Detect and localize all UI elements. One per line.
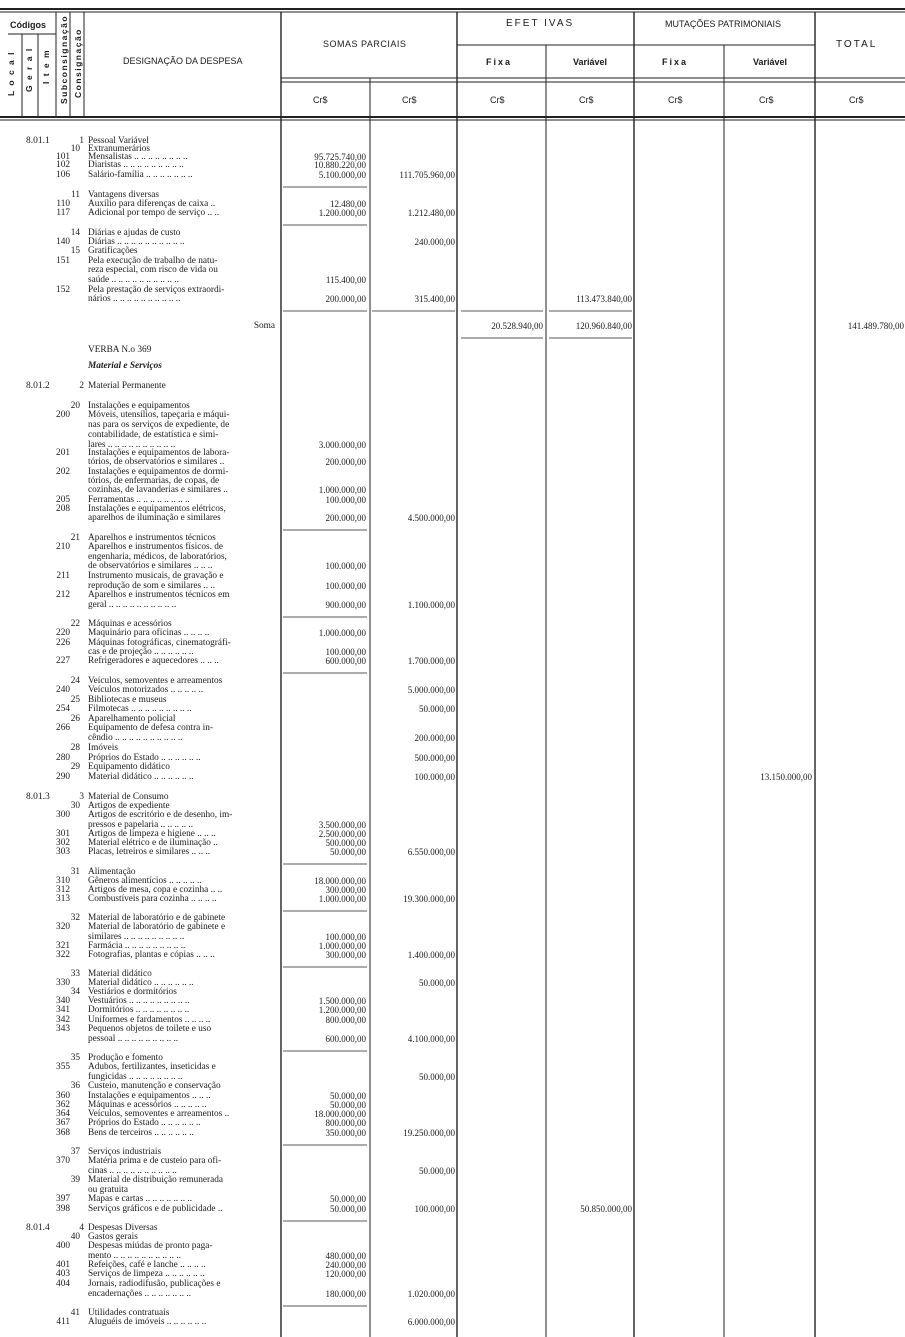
header-fixa: Fixa [486,57,513,67]
amount-cell: 6.550.000,00 [407,847,455,857]
currency-label: Cr$ [490,95,505,105]
currency-label: Cr$ [668,95,683,105]
row-description: Uniformes e fardamentos .. .. .. .. [88,1015,211,1025]
row-description: nários .. .. .. .. .. .. .. .. .. .. [88,294,181,304]
row-number: 397 [56,1194,70,1204]
amount-cell: 600.000,00 [325,656,366,666]
row-number: 398 [56,1204,70,1214]
row-description: Móveis, utensílios, tapeçaria e máqui- [88,410,230,420]
row-description: Material elétrico e de iluminação .. [88,838,218,848]
row-number: 403 [56,1269,70,1279]
row-number: 322 [56,950,70,960]
row-number: 400 [56,1241,70,1251]
row-description: cozinhas, de lavanderias e similares .. [88,485,228,495]
row-description: similares .. .. .. .. .. .. .. .. .. [88,932,185,942]
row-description: Bens de terceiros .. .. .. .. .. .. [88,1128,194,1138]
row-number: 226 [56,638,70,648]
row-description: Diárias e ajudas de custo [88,228,181,238]
amount-cell: 100.000,00 [325,581,366,591]
amount-cell: 1.700.000,00 [407,656,455,666]
row-number: 320 [56,922,70,932]
amount-cell: 50.000,00 [419,1072,455,1082]
amount-cell: 13.150.000,00 [760,772,812,782]
row-description: Maquinário para oficinas .. .. .. .. [88,628,210,638]
row-description: engenharia, médicos, de laboratórios, [88,552,227,562]
row-description: tórios, de observatórios e similares .. [88,457,225,467]
header-variavel: Variável [573,57,608,67]
row-number: 367 [56,1118,70,1128]
amount-cell: 1.000.000,00 [318,485,366,495]
amount-cell: 200.000,00 [325,457,366,467]
row-description: Despesas Diversas [88,1223,158,1233]
amount-cell: 1.000.000,00 [318,941,366,951]
amount-cell: 10.880.220,00 [314,160,366,170]
row-description: Material didático .. .. .. .. .. .. [88,772,194,782]
amount-cell: 18.000.000,00 [314,876,366,886]
row-description: Instrumento musicais, de gravação e [88,571,224,581]
amount-cell: 800.000,00 [325,1118,366,1128]
amount-cell: 500.000,00 [325,838,366,848]
amount-cell: 50.000,00 [419,978,455,988]
row-number: 117 [56,208,70,218]
row-number: 31 [70,867,80,877]
row-description: tórios, de enfermarias, de copas, de [88,476,220,486]
row-description: Artigos de expediente [88,801,170,811]
amount-cell: 1.400.000,00 [407,950,455,960]
amount-cell: 900.000,00 [325,600,366,610]
row-number: 364 [56,1109,70,1119]
row-number: 240 [56,685,70,695]
row-number: 310 [56,876,70,886]
row-number: 151 [56,256,70,266]
row-number: 200 [56,410,70,420]
section-code: 8.01.1 [26,136,50,146]
row-description: reza especial, com risco de vida ou [88,265,218,275]
amount-cell: 4.500.000,00 [407,513,455,523]
amount-cell: 1.200.000,00 [318,208,366,218]
row-description: Artigos de escritório e de desenho, im- [88,810,233,820]
amount-cell: 100.000,00 [325,647,366,657]
row-description: ou gratuita [88,1185,129,1195]
amount-cell: 2.500.000,00 [318,829,366,839]
amount-cell: 5.000.000,00 [407,685,455,695]
amount-cell: 500.000,00 [414,753,455,763]
row-soma-label: Soma [253,321,275,331]
row-description: VERBA N.o 369 [88,345,152,355]
amount-cell: 50.000,00 [330,1100,366,1110]
row-description: Produção e fomento [88,1053,163,1063]
amount-cell: 200.000,00 [414,733,455,743]
row-description: reprodução de som e similares .. .. [88,581,216,591]
row-number: 37 [70,1147,80,1157]
row-description: Farmácia .. .. .. .. .. .. .. .. .. [88,941,186,951]
row-description: Artigos de limpeza e higiene .. .. .. [88,829,216,839]
row-number: 341 [56,1005,70,1015]
row-number: 20 [70,401,80,411]
header-fixa-mutacoes: Fixa [662,57,689,67]
row-description: geral .. .. .. .. .. .. .. .. .. .. [88,600,177,610]
row-description: Mensalistas .. .. .. .. .. .. .. .. [88,152,188,162]
row-description: Veículos, semoventes e arreamentos .. [88,1109,230,1119]
header-total: TOTAL [836,39,878,50]
row-number: 404 [56,1279,70,1289]
amount-cell: 50.000,00 [419,1166,455,1176]
row-description: saúde .. .. .. .. .. .. .. .. .. .. [88,275,179,285]
row-number: 140 [56,237,70,247]
row-description: Máquinas fotográficas, cinematográfi- [88,638,231,648]
row-number: 211 [56,571,70,581]
row-description: Pela prestação de serviços extraordi- [88,285,225,295]
currency-label: Cr$ [579,95,594,105]
row-number: 33 [70,969,80,979]
row-description: cinas .. .. .. .. .. .. .. .. .. .. [88,1166,177,1176]
amount-cell: 100.000,00 [414,772,455,782]
header-designacao: DESIGNAÇÃO DA DESPESA [123,56,243,66]
header-mutacoes: MUTAÇÕES PATRIMONIAIS [665,19,782,29]
row-number: 401 [56,1260,70,1270]
header-local: L o c a l [6,51,16,96]
amount-cell: 100.000,00 [325,561,366,571]
row-description: Material de Consumo [88,792,169,802]
row-number: 22 [70,619,80,629]
amount-cell: 3.000.000,00 [318,440,366,450]
amount-cell: 5.100.000,00 [318,170,366,180]
amount-cell: 113.473.840,00 [576,294,632,304]
row-number: 302 [56,838,70,848]
row-description: Serviços gráficos e de publicidade .. [88,1204,223,1214]
row-number: 227 [56,656,70,666]
row-number: 30 [70,801,80,811]
row-description: Instalações e equipamentos de labora- [88,448,230,458]
row-description: Diaristas .. .. .. .. .. .. .. .. .. [88,160,184,170]
row-number: 290 [56,772,70,782]
row-description: Próprios do Estado .. .. .. .. .. .. [88,753,201,763]
row-number: 24 [70,676,80,686]
row-description: de observatórios e similares .. .. .. [88,561,213,571]
row-description: Instalações e equipamentos de dormi- [88,467,229,477]
row-number: 280 [56,753,70,763]
row-description: Bibliotecas e museus [88,695,167,705]
row-description: Adubos, fertilizantes, inseticidas e [88,1062,216,1072]
currency-label: Cr$ [849,95,864,105]
amount-cell: 3.500.000,00 [318,820,366,830]
row-description: Próprios do Estado .. .. .. .. .. .. [88,1118,201,1128]
row-number: 370 [56,1156,70,1166]
row-number: 34 [70,987,80,997]
amount-cell: 240.000,00 [325,1260,366,1270]
row-description: Equipamento didático [88,762,170,772]
row-description: Instalações e equipamentos [88,401,190,411]
header-efetivas: EFET IVAS [506,18,575,29]
section-code: 8.01.2 [26,381,50,391]
amount-cell: 800.000,00 [325,1015,366,1025]
row-number: 1 [79,136,84,146]
amount-cell: 240.000,00 [414,237,455,247]
amount-cell: 50.000,00 [419,704,455,714]
row-number: 110 [56,199,70,209]
row-description: cêndio .. .. .. .. .. .. .. .. .. .. [88,733,183,743]
row-description: Serviços de limpeza .. .. .. .. .. .. [88,1269,205,1279]
row-number: 26 [70,714,80,724]
row-number: 14 [70,228,80,238]
row-description: Artigos de mesa, copa e cozinha .. .. [88,885,223,895]
amount-cell: 120.000,00 [325,1269,366,1279]
header-item: I t e m [41,48,51,84]
currency-label: Cr$ [313,95,328,105]
row-description: Máquinas e acessórios .. .. .. .. .. [88,1100,207,1110]
amount-cell: 350.000,00 [325,1128,366,1138]
amount-cell: 100.000,00 [414,1204,455,1214]
row-heading: Material e Serviços [88,361,162,371]
row-description: encadernações .. .. .. .. .. .. .. [88,1289,192,1299]
row-description: Imóveis [88,743,118,753]
amount-cell: 12.480,00 [330,199,366,209]
amount-cell: 1.000.000,00 [318,894,366,904]
row-description: Placas, letreiros e similares .. .. .. [88,847,211,857]
row-number: 152 [56,285,70,295]
row-number: 360 [56,1091,70,1101]
row-description: Auxílio para diferenças de caixa .. [88,199,216,209]
amount-cell: 1.000.000,00 [318,628,366,638]
section-code: 8.01.4 [26,1223,50,1233]
row-number: 32 [70,913,80,923]
row-description: Material de laboratório e de gabinete [88,913,226,923]
row-description: pressos e papelaria .. .. .. .. .. [88,820,194,830]
row-number: 212 [56,590,70,600]
row-number: 266 [56,723,70,733]
row-description: Gêneros alimentícios .. .. .. .. .. [88,876,202,886]
row-description: Material Permanente [88,381,166,391]
header-codigos: Códigos [10,20,46,30]
row-description: contabilidade, de estatística e simi- [88,430,219,440]
amount-cell: 6.000.000,00 [407,1317,455,1327]
row-number: 25 [70,695,80,705]
amount-cell: 115.400,00 [325,275,366,285]
row-description: Utilidades contratuais [88,1308,170,1318]
row-description: Material didático .. .. .. .. .. .. [88,978,194,988]
row-number: 11 [71,190,80,200]
row-description: Pela execução de trabalho de natu- [88,256,218,266]
header-somas-parciais: SOMAS PARCIAIS [323,39,407,49]
row-description: Vestiários e dormitórios [88,987,177,997]
amount-cell: 111.705.960,00 [399,170,455,180]
row-number: 342 [56,1015,70,1025]
currency-label: Cr$ [759,95,774,105]
row-number: 36 [70,1081,80,1091]
row-number: 29 [70,762,80,772]
amount-cell: 19.300.000,00 [403,894,455,904]
row-description: Equipamento de defesa contra in- [88,723,213,733]
row-description: Máquinas e acessórios [88,619,172,629]
row-description: fungicidas .. .. .. .. .. .. .. .. [88,1072,183,1082]
row-description: Gratificações [88,246,138,256]
row-number: 313 [56,894,70,904]
row-number: 355 [56,1062,70,1072]
row-number: 254 [56,704,70,714]
row-number: 4 [79,1223,84,1233]
row-number: 368 [56,1128,70,1138]
row-description: pessoal .. .. .. .. .. .. .. .. .. [88,1034,179,1044]
amount-cell: 4.100.000,00 [407,1034,455,1044]
row-description: Refeições, café e lanche .. .. .. .. [88,1260,206,1270]
row-description: Adicional por tempo de serviço .. .. [88,208,220,218]
row-description: Custeio, manutenção e conservação [88,1081,221,1091]
row-number: 202 [56,467,70,477]
amount-cell: 1.020.000,00 [407,1289,455,1299]
amount-cell: 1.200.000,00 [318,1005,366,1015]
row-description: lares .. .. .. .. .. .. .. .. .. .. [88,440,176,450]
amount-cell: 50.000,00 [330,1204,366,1214]
amount-cell: 100.000,00 [325,932,366,942]
row-description: Aluguéis de imóveis .. .. .. .. .. .. [88,1317,207,1327]
amount-cell: 19.250.000,00 [403,1128,455,1138]
row-description: Material de distribuição remunerada [88,1175,224,1185]
row-description: Instalações e equipamentos elétricos, [88,504,226,514]
row-description: Instalações e equipamentos .. .. .. [88,1091,211,1101]
amount-cell: 480.000,00 [325,1251,366,1261]
amount-cell: 180.000,00 [325,1289,366,1299]
amount-cell: 100.000,00 [325,495,366,505]
amount-cell: 20.528.940,00 [491,321,543,331]
currency-label: Cr$ [402,95,417,105]
row-description: Vantagens diversas [88,190,159,200]
row-number: 39 [70,1175,80,1185]
row-number: 101 [56,152,70,162]
amount-cell: 50.000,00 [330,1194,366,1204]
row-number: 10 [70,144,80,154]
amount-cell: 141.489.780,00 [847,321,904,331]
amount-cell: 300.000,00 [325,885,366,895]
amount-cell: 1.100.000,00 [407,600,455,610]
row-number: 3 [79,792,84,802]
row-number: 340 [56,996,70,1006]
header-consignacao: Consignação [73,28,83,98]
row-number: 303 [56,847,70,857]
row-number: 102 [56,160,70,170]
row-description: Aparelhamento policial [88,714,176,724]
header-geral: G e r a l [24,47,34,92]
amount-cell: 95.725.740,00 [314,152,366,162]
row-number: 21 [70,533,80,543]
row-number: 312 [56,885,70,895]
row-number: 15 [70,246,80,256]
row-description: Jornais, radiodifusão, publicações e [88,1279,221,1289]
row-description: Mapas e cartas .. .. .. .. .. .. .. [88,1194,193,1204]
section-code: 8.01.3 [26,792,50,802]
row-number: 330 [56,978,70,988]
row-description: Pessoal Variável [88,136,150,146]
amount-cell: 1.500.000,00 [318,996,366,1006]
row-description: Vestuários .. .. .. .. .. .. .. .. .. [88,996,190,1006]
row-number: 362 [56,1100,70,1110]
row-description: Fotografias, plantas e cópias .. .. .. [88,950,215,960]
row-number: 411 [56,1317,70,1327]
amount-cell: 1.212.480,00 [407,208,455,218]
row-description: Ferramentas .. .. .. .. .. .. .. .. [88,495,190,505]
row-description: mento .. .. .. .. .. .. .. .. .. .. [88,1251,181,1261]
row-description: Veículos motorizados .. .. .. .. .. [88,685,204,695]
row-description: Diárias .. .. .. .. .. .. .. .. .. .. [88,237,185,247]
row-description: cas e de projeção .. .. .. .. .. .. [88,647,194,657]
amount-cell: 50.000,00 [330,847,366,857]
amount-cell: 200.000,00 [325,294,366,304]
row-number: 343 [56,1024,70,1034]
row-number: 201 [56,448,70,458]
row-number: 41 [70,1308,80,1318]
amount-cell: 315.400,00 [414,294,455,304]
row-description: Alimentação [88,867,136,877]
row-number: 28 [70,743,80,753]
row-number: 301 [56,829,70,839]
row-number: 208 [56,504,70,514]
header-variavel-mutacoes: Variável [753,57,788,67]
row-description: Aparelhos e instrumentos técnicos em [88,590,230,600]
row-number: 220 [56,628,70,638]
amount-cell: 200.000,00 [325,513,366,523]
row-description: Filmotecas .. .. .. .. .. .. .. .. .. [88,704,192,714]
row-number: 40 [70,1232,80,1242]
row-number: 300 [56,810,70,820]
row-description: Refrigeradores e aquecedores .. .. .. [88,656,219,666]
amount-cell: 120.960.840,00 [575,321,632,331]
row-description: Extranumerários [88,144,150,154]
row-description: Pequenos objetos de toilete e uso [88,1024,212,1034]
row-number: 321 [56,941,70,951]
header-subconsignacao: Subconsignação [59,14,69,104]
row-description: nas para os serviços de expediente, de [88,420,230,430]
row-description: aparelhos de iluminação e similares [88,513,221,523]
row-description: Salário-família .. .. .. .. .. .. .. [88,170,193,180]
row-description: Gastos gerais [88,1232,138,1242]
row-number: 2 [79,381,84,391]
row-description: Serviços industriais [88,1147,162,1157]
row-number: 210 [56,542,70,552]
row-description: Despesas miúdas de pronto paga- [88,1241,213,1251]
row-description: Material de laboratório de gabinete e [88,922,226,932]
amount-cell: 300.000,00 [325,950,366,960]
amount-cell: 600.000,00 [325,1034,366,1044]
row-description: Veículos, semoventes e arreamentos [88,676,223,686]
row-description: Aparelhos e instrumentos técnicos [88,533,216,543]
amount-cell: 50.000,00 [330,1091,366,1101]
row-number: 35 [70,1053,80,1063]
amount-cell: 18.000.000,00 [314,1109,366,1119]
amount-cell: 50.850.000,00 [580,1204,632,1214]
row-number: 106 [56,170,70,180]
row-description: Aparelhos e instrumentos físicos. de [88,542,224,552]
row-description: Material didático [88,969,152,979]
row-description: Matéria prima e de custeio para ofi- [88,1156,222,1166]
row-description: Dormitórios .. .. .. .. .. .. .. .. [88,1005,190,1015]
row-description: Combustíveis para cozinha .. .. .. .. [88,894,217,904]
row-number: 205 [56,495,70,505]
